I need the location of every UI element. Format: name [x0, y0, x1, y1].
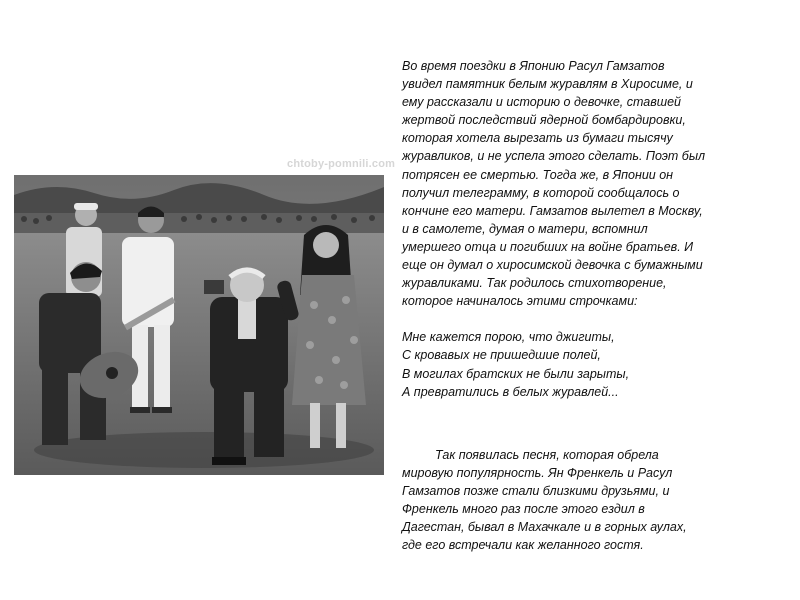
- people-photo-icon: [14, 175, 384, 475]
- paragraph-2-line: Так появилась песня, которая обрела: [435, 447, 659, 462]
- paragraph-1-line: и в самолете, думая о матери, вспомнил: [402, 221, 648, 236]
- poem-line: В могилах братских не были зарыты,: [402, 366, 630, 381]
- paragraph-1-line: которое начиналось этими строчками:: [402, 294, 638, 309]
- paragraph-1-line: жертвой последствий ядерной бомбардировки,: [402, 113, 686, 128]
- paragraph-1-line: получил телеграмму, в которой сообщалось о: [402, 185, 680, 200]
- paragraph-2-line: Френкель много раз после этого ездил в: [402, 501, 645, 516]
- paragraph-1-line: увидел памятник белым журавлям в Хиросиме, и: [402, 77, 693, 92]
- paragraph-1-line: умершего отца и погибших на войне братьев. И: [402, 239, 694, 254]
- paragraph-1-line: Во время поездки в Японию Расул Гамзатов: [402, 59, 665, 73]
- paragraph-1-line: потрясен ее смертью. Тогда же, в Японии он: [402, 167, 674, 182]
- paragraph-2-line: где его встречали как желанного гостя.: [402, 538, 644, 553]
- paragraph-1-line: ему рассказали и историю о девочке, ставшей: [402, 95, 682, 110]
- poem-line: С кровавых не пришедшие полей,: [402, 348, 601, 363]
- article-text: [402, 57, 792, 554]
- paragraph-1-line: которая хотела вырезать из бумаги тысячу: [402, 131, 673, 146]
- poem-line: Мне кажется порою, что джигиты,: [402, 330, 615, 345]
- historical-photo: [14, 175, 384, 475]
- spacer: [402, 401, 792, 446]
- paragraph-2-line: Дагестан, бывал в Махачкале и в горных аулах,: [402, 520, 687, 535]
- poem-line: А превратились в белых журавлей...: [402, 384, 619, 399]
- paragraph-2-line: мировую популярность. Ян Френкель и Расул: [402, 465, 673, 480]
- paragraph-2-line: Гамзатов позже стали близкими друзьями, и: [402, 483, 670, 498]
- paragraph-1-line: журавликов, и не успела этого сделать. Поэт был: [402, 149, 706, 164]
- paragraph-1-line: еще он думал о хиросимской девочка с бумажными: [402, 258, 703, 273]
- spacer: [402, 310, 792, 328]
- paragraph-1-line: журавликами. Так родилось стихотворение,: [402, 276, 667, 291]
- paragraph-1-line: кончине его матери. Гамзатов вылетел в Москву,: [402, 203, 703, 218]
- watermark: chtoby-pomnili.com: [287, 158, 396, 170]
